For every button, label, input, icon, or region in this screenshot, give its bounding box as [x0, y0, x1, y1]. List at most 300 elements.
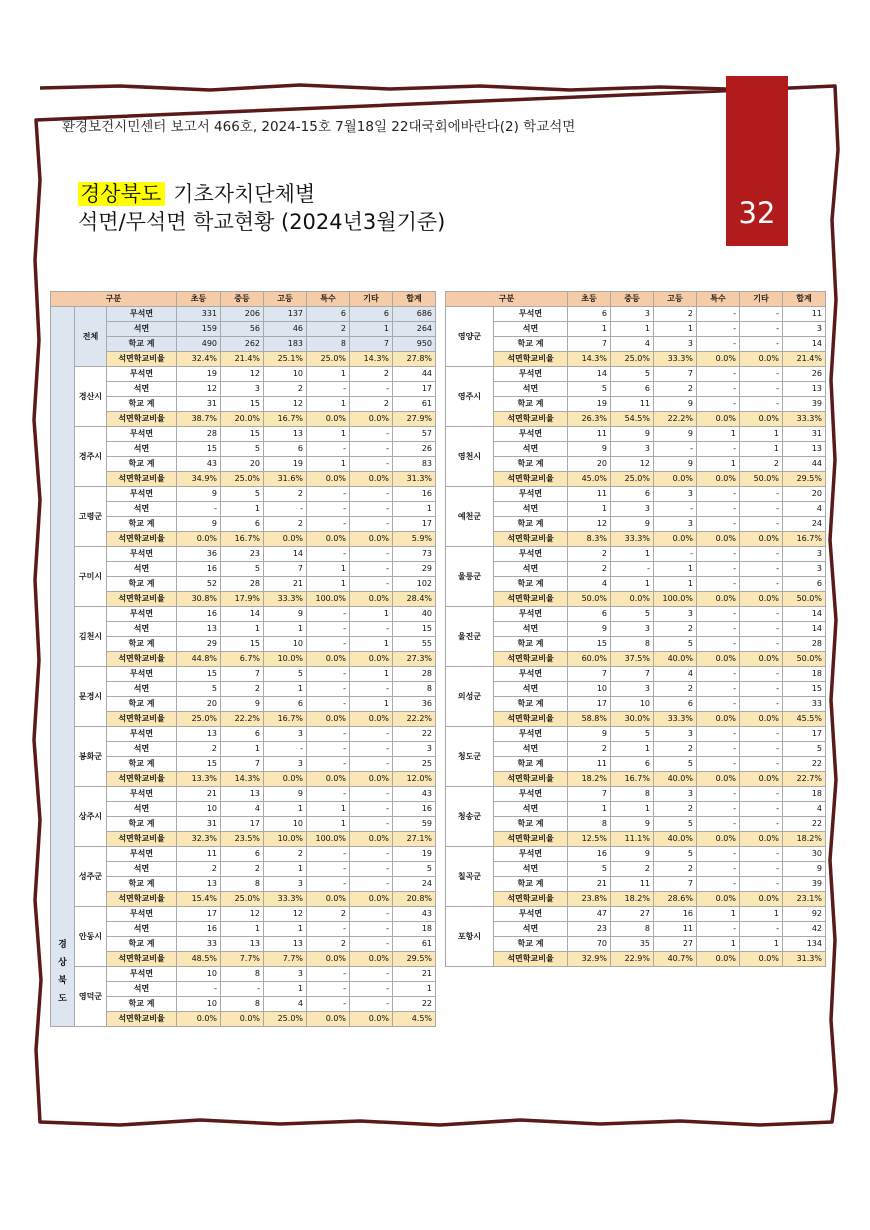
- table-cell: 46: [264, 322, 307, 337]
- table-cell: 29.5%: [783, 472, 826, 487]
- row-label: 석면: [494, 322, 568, 337]
- table-cell: 44: [393, 367, 436, 382]
- table-cell: 0.0%: [307, 472, 350, 487]
- table-cell: 10.0%: [264, 652, 307, 667]
- table-cell: 7: [350, 337, 393, 352]
- table-cell: 27: [654, 937, 697, 952]
- table-row: [446, 547, 826, 562]
- row-label: 석면학교비율: [107, 772, 177, 787]
- table-cell: 3: [783, 322, 826, 337]
- table-cell: 13: [264, 427, 307, 442]
- table-cell: 1: [740, 907, 783, 922]
- table-cell: 27.8%: [393, 352, 436, 367]
- table-cell: 7: [654, 877, 697, 892]
- table-cell: 9: [783, 862, 826, 877]
- table-cell: 15.4%: [177, 892, 221, 907]
- row-label: 석면학교비율: [494, 832, 568, 847]
- table-cell: 1: [568, 802, 611, 817]
- table-cell: 4: [611, 337, 654, 352]
- table-cell: 12.5%: [568, 832, 611, 847]
- table-cell: 16: [177, 922, 221, 937]
- row-label: 무석면: [107, 427, 177, 442]
- table-row: [51, 502, 436, 517]
- table-cell: -: [740, 787, 783, 802]
- table-row: [51, 667, 436, 682]
- table-cell: 14.3%: [221, 772, 264, 787]
- table-cell: -: [307, 727, 350, 742]
- table-cell: -: [740, 817, 783, 832]
- table-cell: 25.0%: [221, 472, 264, 487]
- table-cell: 2: [654, 802, 697, 817]
- table-cell: 16: [177, 562, 221, 577]
- row-label: 석면학교비율: [107, 352, 177, 367]
- row-label: 학교 계: [494, 337, 568, 352]
- col-header: 합계: [393, 292, 436, 307]
- row-label: 석면학교비율: [494, 412, 568, 427]
- table-row: [51, 532, 436, 547]
- table-cell: 0.0%: [697, 352, 740, 367]
- page-title: [78, 180, 445, 236]
- table-cell: 1: [307, 817, 350, 832]
- table-cell: 0.0%: [740, 712, 783, 727]
- table-cell: -: [350, 622, 393, 637]
- table-cell: 27: [611, 907, 654, 922]
- table-cell: 25.1%: [264, 352, 307, 367]
- table-cell: -: [307, 487, 350, 502]
- table-cell: 15: [177, 757, 221, 772]
- table-cell: 9: [611, 517, 654, 532]
- table-cell: 33.3%: [654, 352, 697, 367]
- table-cell: 20: [177, 697, 221, 712]
- table-cell: 0.0%: [740, 952, 783, 967]
- table-row: [51, 787, 436, 802]
- table-cell: 12: [221, 367, 264, 382]
- table-cell: 0.0%: [697, 652, 740, 667]
- table-cell: 6: [611, 757, 654, 772]
- table-cell: -: [350, 562, 393, 577]
- table-cell: 6: [568, 307, 611, 322]
- table-cell: -: [350, 862, 393, 877]
- table-cell: 17: [783, 727, 826, 742]
- table-cell: 1: [654, 577, 697, 592]
- table-cell: 10: [177, 802, 221, 817]
- table-cell: 20: [221, 457, 264, 472]
- col-header: 특수: [697, 292, 740, 307]
- table-row: [446, 517, 826, 532]
- table-cell: 5: [221, 487, 264, 502]
- row-label: 석면: [107, 802, 177, 817]
- table-cell: 26.3%: [568, 412, 611, 427]
- table-row: [51, 832, 436, 847]
- table-cell: 9: [568, 442, 611, 457]
- table-cell: 28: [393, 667, 436, 682]
- table-cell: -: [350, 922, 393, 937]
- table-cell: 12: [264, 907, 307, 922]
- table-cell: 11: [568, 427, 611, 442]
- table-cell: -: [740, 757, 783, 772]
- table-row: [51, 442, 436, 457]
- table-cell: 31.3%: [783, 952, 826, 967]
- region-name: 청도군: [446, 727, 494, 787]
- table-cell: 17: [177, 907, 221, 922]
- col-header: 고등: [654, 292, 697, 307]
- table-row: [446, 697, 826, 712]
- table-cell: 21.4%: [783, 352, 826, 367]
- table-row: [446, 487, 826, 502]
- table-cell: 1: [307, 457, 350, 472]
- table-cell: 20: [783, 487, 826, 502]
- table-cell: 16.7%: [783, 532, 826, 547]
- table-cell: 14: [783, 337, 826, 352]
- table-cell: 7: [654, 367, 697, 382]
- table-row: [446, 877, 826, 892]
- table-cell: 9: [654, 457, 697, 472]
- region-name: 봉화군: [75, 727, 107, 787]
- table-cell: 6: [264, 697, 307, 712]
- row-label: 석면: [494, 802, 568, 817]
- table-cell: -: [697, 742, 740, 757]
- table-row: [51, 1012, 436, 1027]
- table-cell: 0.0%: [697, 472, 740, 487]
- table-cell: 14: [264, 547, 307, 562]
- table-cell: 26: [783, 367, 826, 382]
- table-cell: 0.0%: [350, 772, 393, 787]
- col-header: 중등: [221, 292, 264, 307]
- table-cell: 0.0%: [307, 412, 350, 427]
- table-cell: 25.0%: [307, 352, 350, 367]
- table-cell: 6: [568, 607, 611, 622]
- table-cell: 18: [783, 787, 826, 802]
- table-cell: 59: [393, 817, 436, 832]
- table-row: [51, 952, 436, 967]
- row-label: 학교 계: [107, 877, 177, 892]
- table-cell: 25: [393, 757, 436, 772]
- table-cell: 52: [177, 577, 221, 592]
- table-cell: 33.3%: [264, 892, 307, 907]
- table-cell: 0.0%: [697, 712, 740, 727]
- table-cell: 50.0%: [783, 592, 826, 607]
- table-row: [446, 937, 826, 952]
- table-row: [51, 922, 436, 937]
- row-label: 학교 계: [107, 817, 177, 832]
- table-cell: 1: [697, 937, 740, 952]
- table-cell: -: [740, 502, 783, 517]
- table-cell: 0.0%: [697, 772, 740, 787]
- table-row: [51, 997, 436, 1012]
- table-row: [51, 967, 436, 982]
- table-row: [446, 847, 826, 862]
- table-cell: -: [350, 877, 393, 892]
- row-label: 무석면: [107, 967, 177, 982]
- table-cell: 7: [568, 667, 611, 682]
- table-cell: -: [307, 847, 350, 862]
- table-cell: -: [307, 637, 350, 652]
- table-cell: -: [740, 637, 783, 652]
- table-row: [446, 757, 826, 772]
- table-cell: 7: [611, 667, 654, 682]
- table-row: [446, 682, 826, 697]
- table-cell: 26: [393, 442, 436, 457]
- table-cell: 20.8%: [393, 892, 436, 907]
- table-cell: 21: [264, 577, 307, 592]
- table-cell: 2: [307, 937, 350, 952]
- table-row: [51, 487, 436, 502]
- table-cell: -: [697, 802, 740, 817]
- table-cell: 1: [350, 637, 393, 652]
- table-cell: -: [740, 922, 783, 937]
- table-cell: 3: [264, 757, 307, 772]
- table-cell: 8: [611, 922, 654, 937]
- table-row: [446, 367, 826, 382]
- table-cell: 50.0%: [740, 472, 783, 487]
- table-cell: 14: [783, 607, 826, 622]
- table-cell: -: [740, 577, 783, 592]
- table-row: [51, 382, 436, 397]
- table-cell: -: [697, 547, 740, 562]
- table-cell: 0.0%: [697, 892, 740, 907]
- row-label: 학교 계: [107, 577, 177, 592]
- table-cell: 0.0%: [654, 472, 697, 487]
- table-row: [446, 382, 826, 397]
- table-cell: 183: [264, 337, 307, 352]
- table-cell: 14.3%: [568, 352, 611, 367]
- table-cell: 9: [221, 697, 264, 712]
- table-cell: 33.3%: [654, 712, 697, 727]
- table-cell: 44: [783, 457, 826, 472]
- table-cell: 17.9%: [221, 592, 264, 607]
- table-cell: 2: [568, 547, 611, 562]
- table-cell: -: [740, 727, 783, 742]
- table-cell: 48.5%: [177, 952, 221, 967]
- table-cell: -: [307, 877, 350, 892]
- table-cell: 1: [568, 502, 611, 517]
- table-cell: 7: [568, 337, 611, 352]
- province-label: [51, 307, 75, 1027]
- table-cell: -: [264, 502, 307, 517]
- table-cell: 11: [568, 757, 611, 772]
- table-row: [446, 862, 826, 877]
- table-cell: 16.7%: [264, 412, 307, 427]
- table-cell: -: [740, 322, 783, 337]
- table-cell: -: [307, 922, 350, 937]
- table-cell: 10: [177, 997, 221, 1012]
- row-label: 무석면: [107, 607, 177, 622]
- table-cell: 3: [654, 607, 697, 622]
- table-cell: 33: [177, 937, 221, 952]
- table-cell: 1: [393, 982, 436, 997]
- table-cell: 13: [177, 877, 221, 892]
- table-cell: 5: [568, 862, 611, 877]
- row-label: 학교 계: [107, 937, 177, 952]
- table-cell: 29: [177, 637, 221, 652]
- row-label: 무석면: [494, 427, 568, 442]
- table-cell: -: [307, 982, 350, 997]
- table-cell: 1: [264, 982, 307, 997]
- table-cell: 0.0%: [350, 592, 393, 607]
- table-cell: -: [740, 382, 783, 397]
- table-cell: 13: [177, 727, 221, 742]
- table-cell: 40.0%: [654, 652, 697, 667]
- region-name: 영천시: [446, 427, 494, 487]
- row-label: 석면학교비율: [494, 892, 568, 907]
- table-cell: 14: [568, 367, 611, 382]
- table-cell: 19: [568, 397, 611, 412]
- table-cell: -: [264, 742, 307, 757]
- table-cell: -: [307, 787, 350, 802]
- region-name: 경주시: [75, 427, 107, 487]
- table-cell: 14: [221, 607, 264, 622]
- table-cell: 1: [350, 607, 393, 622]
- table-cell: 0.0%: [611, 592, 654, 607]
- table-row: [446, 397, 826, 412]
- table-cell: 14.3%: [350, 352, 393, 367]
- table-cell: -: [697, 667, 740, 682]
- table-cell: 0.0%: [697, 532, 740, 547]
- row-label: 석면: [107, 322, 177, 337]
- table-cell: -: [697, 442, 740, 457]
- table-cell: 0.0%: [350, 1012, 393, 1027]
- table-cell: -: [740, 802, 783, 817]
- table-cell: -: [697, 922, 740, 937]
- table-cell: 0.0%: [307, 952, 350, 967]
- table-cell: -: [350, 967, 393, 982]
- region-name: 포항시: [446, 907, 494, 967]
- table-cell: -: [307, 502, 350, 517]
- table-cell: 0.0%: [350, 532, 393, 547]
- table-cell: 1: [568, 322, 611, 337]
- table-cell: 20.0%: [221, 412, 264, 427]
- table-cell: 20: [568, 457, 611, 472]
- table-cell: 4: [568, 577, 611, 592]
- table-cell: 3: [654, 727, 697, 742]
- table-row: [51, 742, 436, 757]
- table-cell: 2: [264, 382, 307, 397]
- table-cell: 9: [177, 517, 221, 532]
- table-cell: 29.5%: [393, 952, 436, 967]
- region-name: 영덕군: [75, 967, 107, 1027]
- table-cell: -: [307, 742, 350, 757]
- table-cell: 100.0%: [307, 832, 350, 847]
- table-cell: 30: [783, 847, 826, 862]
- table-cell: 100.0%: [307, 592, 350, 607]
- row-label: 석면: [107, 382, 177, 397]
- table-row: [51, 892, 436, 907]
- table-row: [446, 742, 826, 757]
- table-cell: 8: [221, 997, 264, 1012]
- row-label: 석면: [107, 742, 177, 757]
- table-cell: 36: [393, 697, 436, 712]
- table-cell: 100.0%: [654, 592, 697, 607]
- table-cell: -: [350, 937, 393, 952]
- table-cell: 1: [307, 577, 350, 592]
- table-cell: -: [697, 502, 740, 517]
- table-row: [446, 802, 826, 817]
- table-cell: 3: [264, 877, 307, 892]
- table-row: [446, 607, 826, 622]
- table-cell: 10: [264, 637, 307, 652]
- table-cell: 9: [264, 607, 307, 622]
- table-row: [51, 307, 436, 322]
- table-cell: 1: [611, 577, 654, 592]
- table-cell: -: [697, 637, 740, 652]
- table-cell: 3: [654, 787, 697, 802]
- table-row: [446, 577, 826, 592]
- table-cell: -: [697, 382, 740, 397]
- table-row: [51, 937, 436, 952]
- report-header: 환경보건시민센터 보고서 466호, 2024-15호 7월18일 22대국회에바란다(2) 학교석면: [62, 119, 576, 135]
- row-label: 학교 계: [107, 757, 177, 772]
- table-cell: 16.7%: [611, 772, 654, 787]
- table-cell: 15: [568, 637, 611, 652]
- title-line1: 기초자치단체별: [173, 182, 316, 206]
- row-label: 학교 계: [494, 577, 568, 592]
- table-cell: 137: [264, 307, 307, 322]
- table-cell: 6: [654, 697, 697, 712]
- table-cell: 1: [611, 322, 654, 337]
- table-cell: 22: [393, 997, 436, 1012]
- table-cell: 10: [264, 367, 307, 382]
- table-cell: 0.0%: [307, 652, 350, 667]
- table-cell: 0.0%: [307, 1012, 350, 1027]
- row-label: 무석면: [494, 727, 568, 742]
- table-cell: 10: [568, 682, 611, 697]
- table-cell: 31: [177, 817, 221, 832]
- row-label: 학교 계: [107, 997, 177, 1012]
- table-cell: 36: [177, 547, 221, 562]
- title-highlight: 경상북도: [78, 182, 165, 206]
- table-row: [446, 622, 826, 637]
- table-cell: 3: [654, 517, 697, 532]
- table-cell: -: [350, 442, 393, 457]
- table-cell: 19: [393, 847, 436, 862]
- table-row: [51, 547, 436, 562]
- table-cell: 5: [654, 817, 697, 832]
- table-cell: -: [697, 622, 740, 637]
- table-cell: -: [307, 547, 350, 562]
- table-cell: -: [697, 787, 740, 802]
- table-cell: 7.7%: [221, 952, 264, 967]
- table-row: [446, 922, 826, 937]
- row-label: 무석면: [494, 907, 568, 922]
- row-label: 석면: [494, 862, 568, 877]
- col-header: 기타: [350, 292, 393, 307]
- table-cell: -: [697, 397, 740, 412]
- row-label: 석면: [107, 982, 177, 997]
- row-label: 무석면: [494, 847, 568, 862]
- table-cell: 9: [611, 817, 654, 832]
- table-cell: 2: [568, 562, 611, 577]
- table-row: [51, 337, 436, 352]
- table-cell: 45.0%: [568, 472, 611, 487]
- table-cell: 3: [654, 487, 697, 502]
- table-cell: -: [177, 502, 221, 517]
- table-cell: 15: [221, 397, 264, 412]
- table-cell: 3: [611, 502, 654, 517]
- table-cell: 1: [350, 697, 393, 712]
- table-cell: 14: [783, 622, 826, 637]
- table-cell: 22.2%: [654, 412, 697, 427]
- row-label: 석면학교비율: [494, 472, 568, 487]
- table-cell: -: [740, 877, 783, 892]
- table-cell: -: [740, 562, 783, 577]
- table-cell: 23.5%: [221, 832, 264, 847]
- table-cell: 0.0%: [740, 352, 783, 367]
- table-cell: 3: [611, 442, 654, 457]
- row-label: 석면학교비율: [107, 472, 177, 487]
- row-label: 무석면: [494, 367, 568, 382]
- row-label: 석면: [107, 862, 177, 877]
- row-label: 석면학교비율: [107, 952, 177, 967]
